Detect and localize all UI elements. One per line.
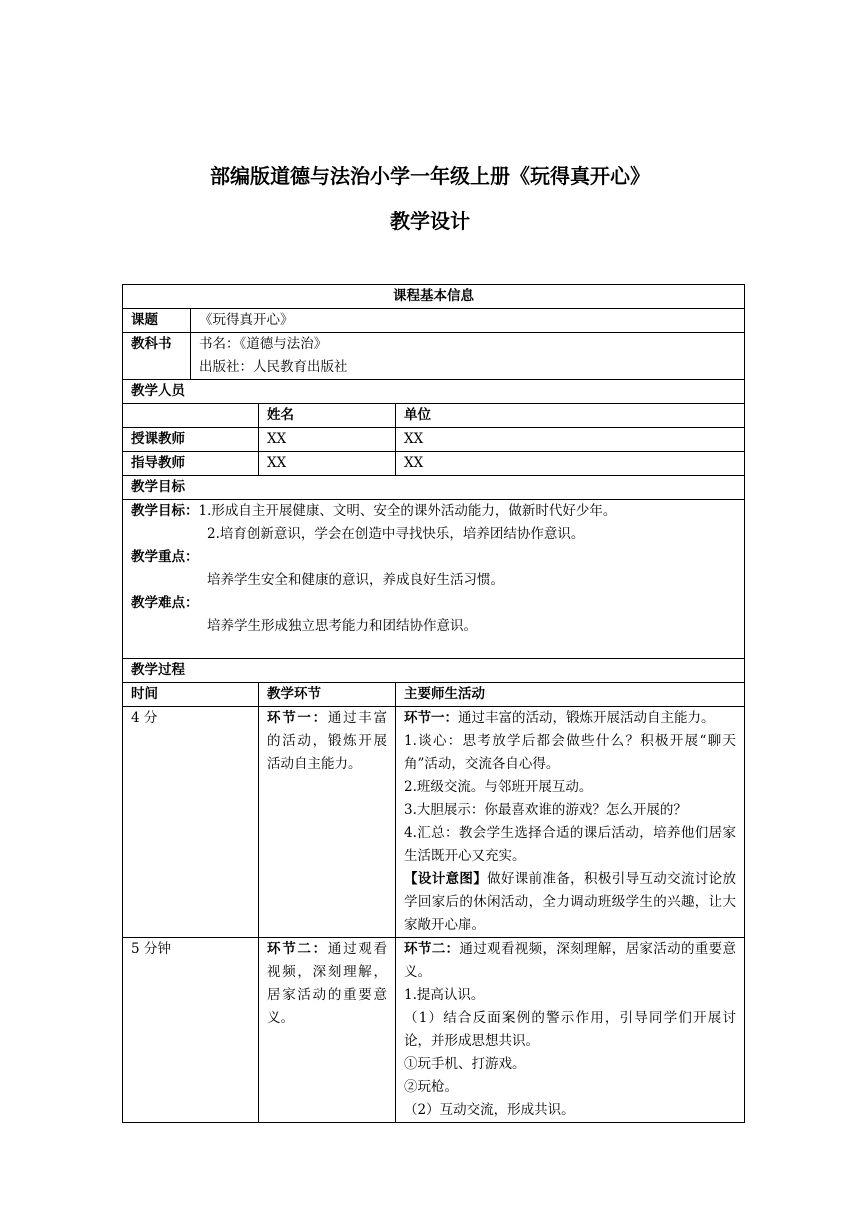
- stage-cell: [259, 707, 396, 938]
- activity-heading-label: 环节一：: [404, 710, 458, 726]
- process-label: 教学过程: [123, 659, 745, 683]
- topic-value: 《玩得真开心》: [191, 309, 745, 333]
- time-cell: 4 分: [123, 707, 259, 938]
- textbook-name: 书名：《道德与法治》: [199, 336, 328, 352]
- document-title: 部编版道德与法治小学一年级上册《玩得真开心》: [210, 164, 650, 188]
- time-column-header: 时间: [123, 683, 259, 707]
- stage-cell: [259, 938, 396, 1123]
- table-header-row: [123, 285, 745, 309]
- stage-label: 环节一：: [267, 710, 328, 726]
- process-label-row: [123, 659, 745, 683]
- unit-column-header: 单位: [396, 404, 745, 428]
- teacher-row: [123, 428, 745, 452]
- goals-content: [123, 500, 745, 659]
- mentor-row: [123, 452, 745, 476]
- process-row-1: [123, 707, 745, 938]
- process-row-2: [123, 938, 745, 1123]
- goals-content-row: [123, 500, 745, 659]
- lesson-plan-table: [122, 284, 745, 1123]
- document-subtitle: 教学设计: [390, 209, 470, 233]
- goals-label: 教学目标: [123, 476, 745, 500]
- empty-cell: [123, 404, 259, 428]
- textbook-value: [191, 333, 745, 380]
- mentor-unit: XX: [396, 452, 745, 476]
- stage-text: 通过观看视频，深刻理解，居家活动的重要意义。: [267, 941, 388, 1026]
- textbook-label: 教科书: [123, 333, 191, 380]
- activity-heading: [404, 938, 736, 984]
- design-intent: [404, 868, 736, 937]
- key-point-label: 教学重点：: [131, 549, 199, 565]
- activity-heading-text: 通过观看视频，深刻理解，居家活动的重要意义。: [404, 941, 737, 980]
- time-cell: 5 分钟: [123, 938, 259, 1123]
- activity-item: 1.提高认识。: [404, 987, 485, 1003]
- difficulty-label: 教学难点：: [131, 595, 199, 611]
- activity-item: 1.谈心：思考放学后都会做些什么？积极开展“聊天角”活动，交流各自心得。: [404, 733, 736, 772]
- name-column-header: 姓名: [259, 404, 396, 428]
- textbook-publisher: 出版社：人民教育出版社: [199, 359, 348, 375]
- teacher-unit: XX: [396, 428, 745, 452]
- staff-row: [123, 380, 745, 404]
- activity-item: ②玩枪。: [404, 1079, 458, 1095]
- stage-label: 环节二：: [267, 941, 328, 957]
- activity-item: 3.大胆展示：你最喜欢谁的游戏？怎么开展的？: [404, 802, 687, 818]
- activity-heading-text: 通过丰富的活动，锻炼开展活动自主能力。: [458, 710, 715, 726]
- textbook-row: [123, 333, 745, 380]
- stage-column-header: 教学环节: [259, 683, 396, 707]
- topic-row: [123, 309, 745, 333]
- process-header-row: [123, 683, 745, 707]
- activity-cell: [396, 938, 745, 1123]
- difficulty-text: 培养学生形成独立思考能力和团结协作意识。: [207, 618, 477, 634]
- activity-heading: [404, 707, 736, 730]
- stage-text: 通过丰富的活动，锻炼开展活动自主能力。: [267, 710, 388, 772]
- goal-1: 1.形成自主开展健康、文明、安全的课外活动能力，做新时代好少年。: [198, 503, 617, 519]
- activity-column-header: 主要师生活动: [396, 683, 745, 707]
- activity-item: 2.班级交流。与邻班开展互动。: [404, 779, 593, 795]
- goals-label-row: [123, 476, 745, 500]
- staff-header-row: [123, 404, 745, 428]
- design-intent-label: 【设计意图】: [404, 871, 488, 887]
- topic-label: 课题: [123, 309, 191, 333]
- activity-item: 4.汇总：教会学生选择合适的课后活动，培养他们居家生活既开心又充实。: [404, 825, 736, 864]
- course-info-header: 课程基本信息: [123, 285, 745, 309]
- staff-label: 教学人员: [123, 380, 745, 404]
- activity-heading-label: 环节二：: [404, 941, 460, 957]
- teacher-name: XX: [259, 428, 396, 452]
- activity-item: （1）结合反面案例的警示作用，引导同学们开展讨论，并形成思想共识。: [404, 1010, 736, 1049]
- goals-inline-label: 教学目标：: [131, 503, 199, 519]
- activity-item: ①玩手机、打游戏。: [404, 1056, 526, 1072]
- mentor-label: 指导教师: [123, 452, 259, 476]
- goal-2: 2.培育创新意识，学会在创造中寻找快乐，培养团结协作意识。: [207, 526, 585, 542]
- activity-item: （2）互动交流，形成共识。: [404, 1102, 575, 1118]
- activity-cell: [396, 707, 745, 938]
- design-intent-text: 做好课前准备，积极引导互动交流讨论放学回家后的休闲活动，全力调动班级学生的兴趣，让大家敞开心扉。: [404, 871, 737, 933]
- teacher-label: 授课教师: [123, 428, 259, 452]
- mentor-name: XX: [259, 452, 396, 476]
- key-point-text: 培养学生安全和健康的意识，养成良好生活习惯。: [207, 572, 504, 588]
- goal-line-1: [131, 500, 736, 523]
